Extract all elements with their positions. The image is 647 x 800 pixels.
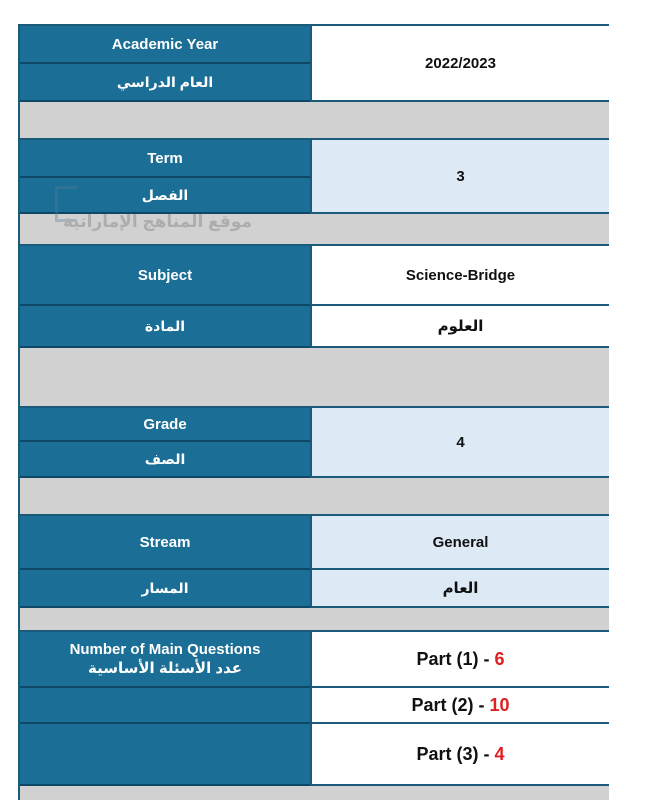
academic-year-label: Academic Year <box>20 26 310 64</box>
subject-label: Subject <box>20 246 310 306</box>
main-questions-label-arabic: عدد الأسئلة الأساسية <box>87 660 242 677</box>
separator-row <box>20 214 609 246</box>
term-label-arabic: الفصل <box>20 178 310 214</box>
part-1-value <box>310 632 609 688</box>
watermark-text: موقع المناهج الإماراتية <box>63 212 252 231</box>
main-questions-label <box>20 632 310 688</box>
part-3-value <box>310 724 609 786</box>
separator-row <box>20 786 609 800</box>
part-label: Part (3) <box>416 743 479 764</box>
separator-row <box>20 478 609 516</box>
stream-value: General <box>310 516 609 570</box>
part-separator: - <box>478 743 495 764</box>
grade-label: Grade <box>20 408 310 442</box>
exam-info-table <box>18 24 609 800</box>
main-questions-label-english: Number of Main Questions <box>69 641 261 658</box>
part-question-count: 6 <box>494 648 505 669</box>
stream-value-arabic: العام <box>310 570 609 608</box>
separator-row <box>20 608 609 632</box>
stream-label-arabic: المسار <box>20 570 310 608</box>
grade-label-arabic: الصف <box>20 442 310 478</box>
academic-year-value: 2022/2023 <box>310 26 609 102</box>
stream-label: Stream <box>20 516 310 570</box>
main-questions-label-continuation <box>20 688 310 724</box>
academic-year-label-arabic: العام الدراسي <box>20 64 310 102</box>
part-label: Part (1) <box>416 648 479 669</box>
separator-row <box>20 348 609 408</box>
part-question-count: 10 <box>489 694 510 715</box>
part-question-count: 4 <box>494 743 505 764</box>
part-separator: - <box>478 648 495 669</box>
part-2-value <box>310 688 609 724</box>
term-value: 3 <box>310 140 609 214</box>
main-questions-label-continuation <box>20 724 310 786</box>
subject-value: Science-Bridge <box>310 246 609 306</box>
part-separator: - <box>473 694 490 715</box>
grade-value: 4 <box>310 408 609 478</box>
subject-value-arabic: العلوم <box>310 306 609 348</box>
separator-row <box>20 102 609 140</box>
subject-label-arabic: المادة <box>20 306 310 348</box>
term-label: Term <box>20 140 310 178</box>
part-label: Part (2) <box>411 694 474 715</box>
